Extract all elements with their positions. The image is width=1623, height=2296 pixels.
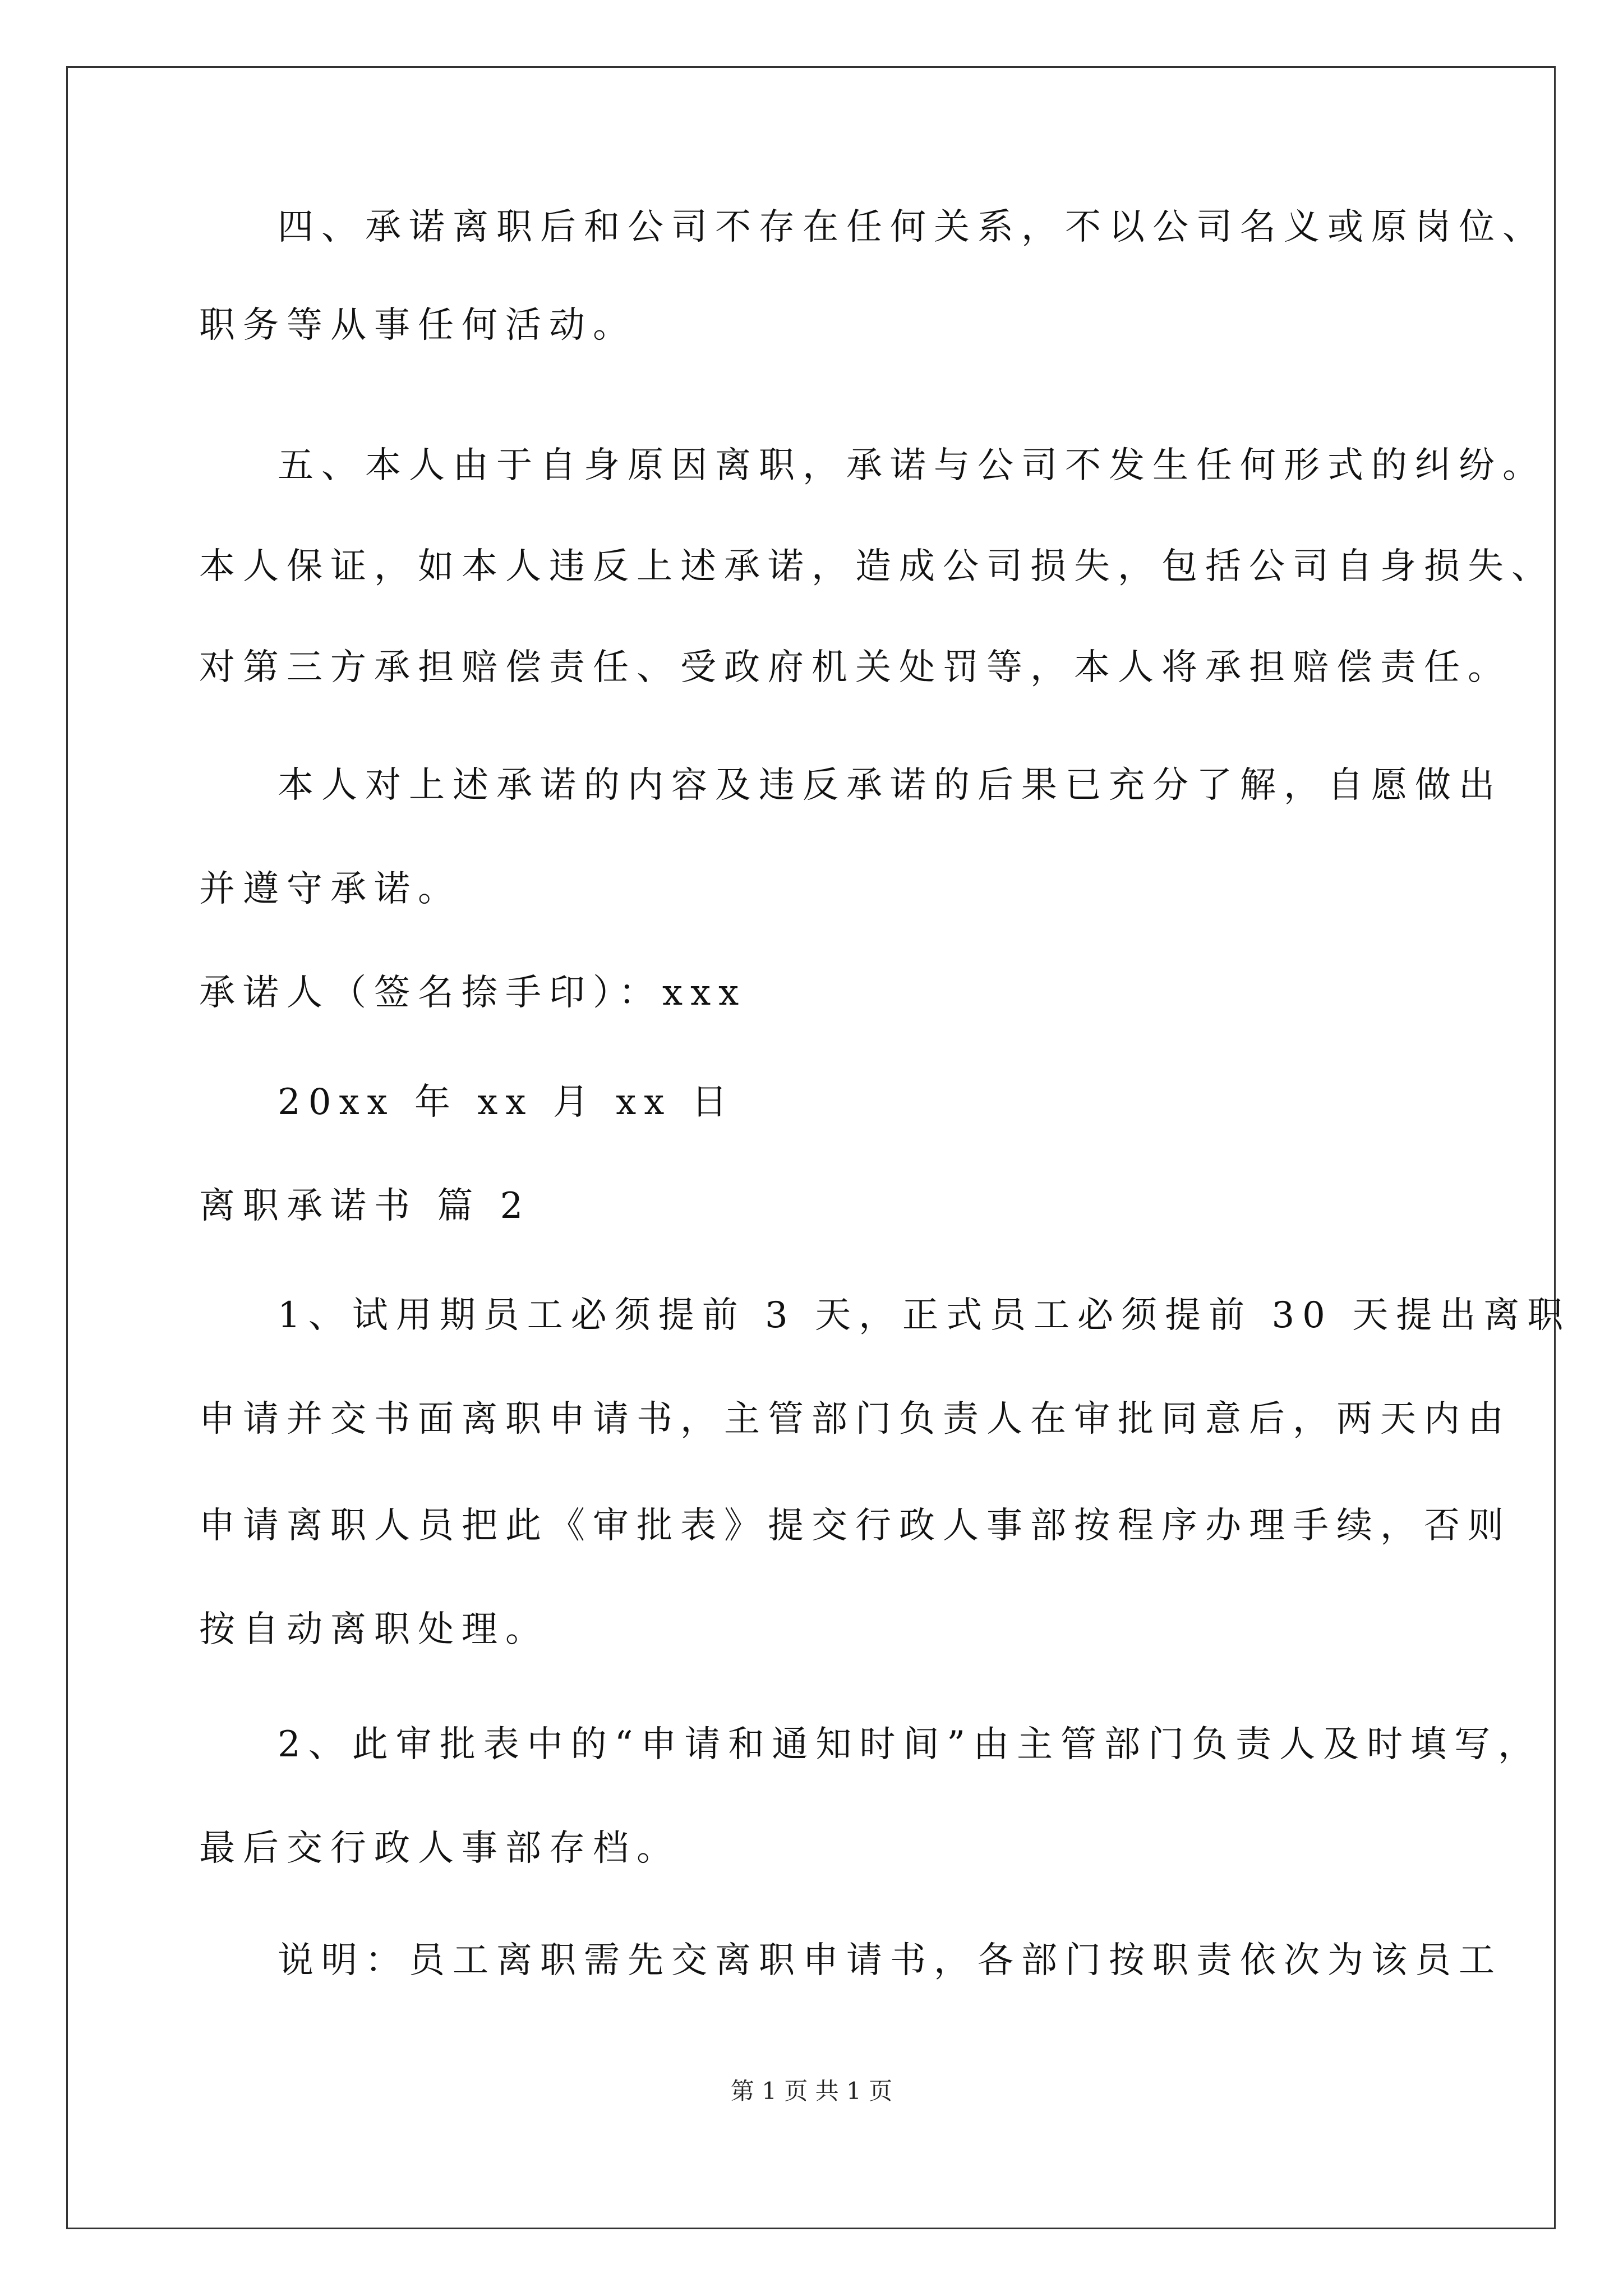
- date-line: 20xx 年 xx 月 xx 日: [278, 1082, 735, 1123]
- paragraph-line: 按自动离职处理。: [199, 1609, 549, 1650]
- page-number: 第 1 页 共 1 页: [730, 2077, 893, 2105]
- paragraph-line: 1、试用期员工必须提前 3 天，正式员工必须提前 30 天提出离职: [278, 1295, 1571, 1336]
- paragraph-line: 本人对上述承诺的内容及违反承诺的后果已充分了解，自愿做出: [278, 765, 1502, 806]
- paragraph-line: 并遵守承诺。: [199, 868, 462, 910]
- paragraph-line: 本人保证，如本人违反上述承诺，造成公司损失，包括公司自身损失、: [199, 546, 1555, 587]
- paragraph-line: 职务等从事任何活动。: [199, 305, 637, 346]
- paragraph-line: 申请并交书面离职申请书，主管部门负责人在审批同意后，两天内由: [199, 1398, 1511, 1440]
- paragraph-line: 2、此审批表中的“申请和通知时间”由主管部门负责人及时填写，: [278, 1724, 1542, 1765]
- paragraph-line: 四、承诺离职后和公司不存在任何关系，不以公司名义或原岗位、: [278, 206, 1546, 248]
- section-heading: 离职承诺书 篇 2: [199, 1185, 531, 1227]
- paragraph-line: 申请离职人员把此《审批表》提交行政人事部按程序办理手续，否则: [199, 1505, 1511, 1547]
- page-border: [66, 66, 1556, 2229]
- paragraph-line: 五、本人由于自身原因离职，承诺与公司不发生任何形式的纠纷。: [278, 445, 1546, 486]
- paragraph-line: 最后交行政人事部存档。: [199, 1828, 680, 1869]
- paragraph-line: 对第三方承担赔偿责任、受政府机关处罚等，本人将承担赔偿责任。: [199, 647, 1511, 688]
- signature-line: 承诺人（签名捺手印）：xxx: [199, 972, 747, 1014]
- paragraph-line: 说明：员工离职需先交离职申请书，各部门按职责依次为该员工: [278, 1940, 1502, 1981]
